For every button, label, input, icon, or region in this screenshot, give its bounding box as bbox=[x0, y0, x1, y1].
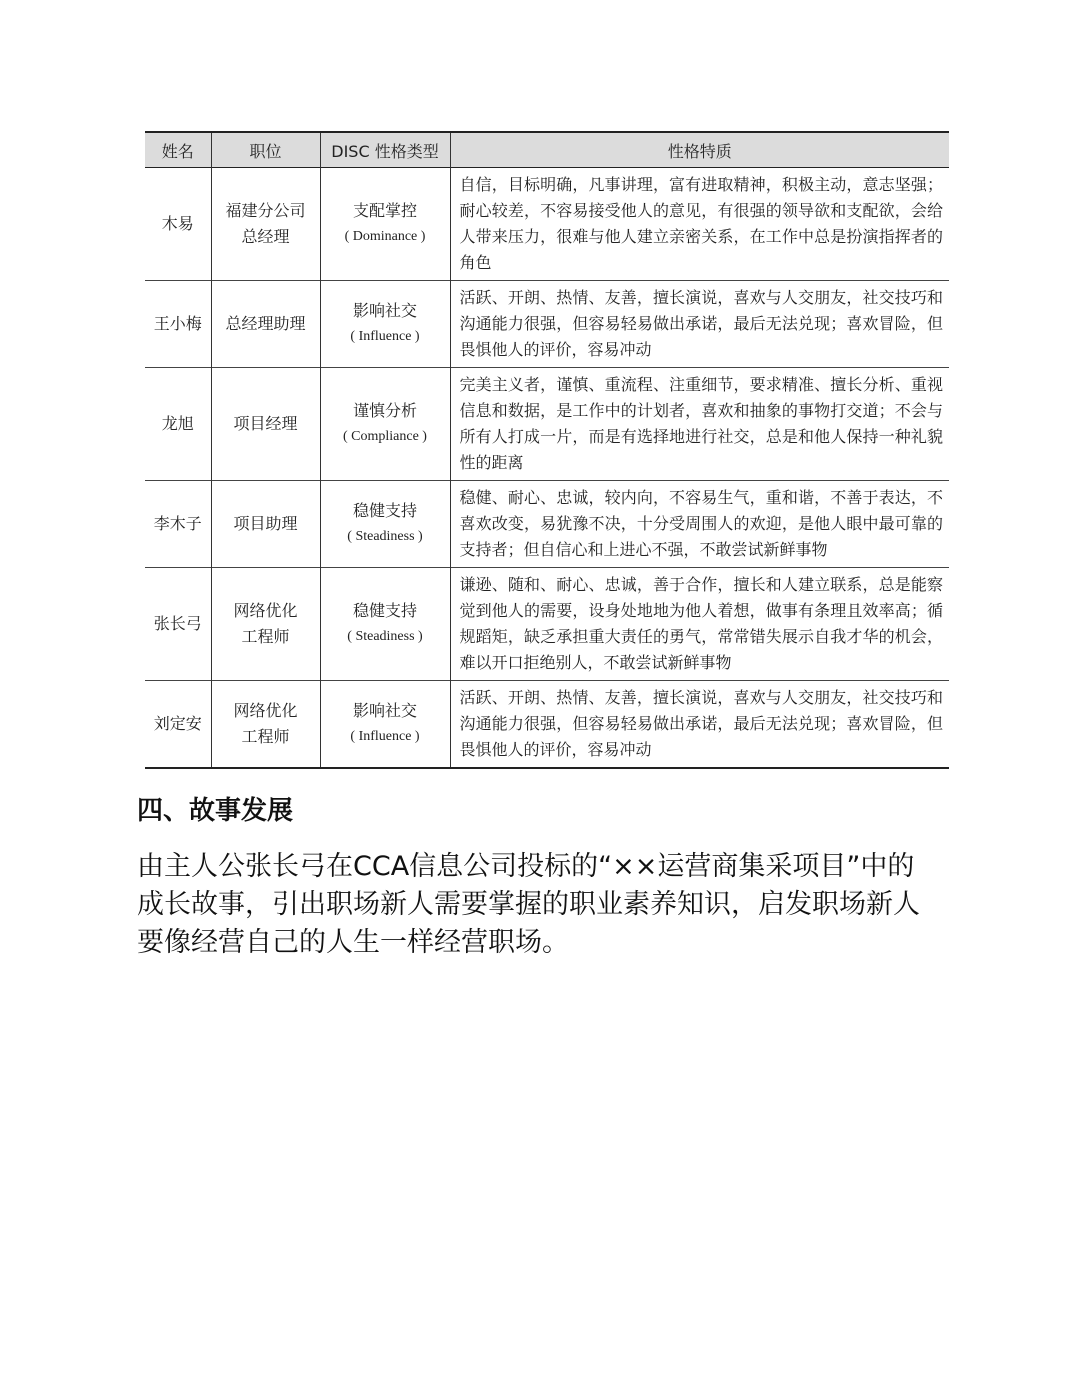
disc-type-cn: 影响社交 bbox=[352, 701, 417, 720]
disc-type-cn: 支配掌控 bbox=[352, 201, 417, 220]
disc-type-en: ( Dominance ) bbox=[344, 229, 426, 244]
cell-disc-type bbox=[320, 681, 450, 769]
cell-position bbox=[211, 681, 320, 769]
table-row bbox=[145, 368, 949, 481]
cell-disc-type bbox=[320, 481, 450, 568]
cell-name: 龙旭 bbox=[145, 368, 211, 481]
cell-disc-type bbox=[320, 168, 450, 281]
cell-traits: 活跃、开朗、热情、友善，擅长演说，喜欢与人交朋友，社交技巧和沟通能力很强，但容易轻易做出承诺，最后无法兑现；喜欢冒险，但畏惧他人的评价，容易冲动 bbox=[450, 281, 949, 368]
cell-position bbox=[211, 368, 320, 481]
disc-personality-table bbox=[145, 131, 949, 769]
table-header-row bbox=[145, 132, 949, 168]
disc-type-en: ( Influence ) bbox=[350, 729, 420, 744]
cell-disc-type bbox=[320, 568, 450, 681]
disc-type-en: ( Steadiness ) bbox=[347, 629, 423, 644]
disc-type-cn: 影响社交 bbox=[352, 301, 417, 320]
cell-traits: 稳健、耐心、忠诚，较内向，不容易生气，重和谐，不善于表达，不喜欢改变，易犹豫不决，十分受周围人的欢迎，是他人眼中最可靠的支持者；但自信心和上进心不强，不敢尝试新鲜事物 bbox=[450, 481, 949, 568]
table-row bbox=[145, 481, 949, 568]
cell-name: 张长弓 bbox=[145, 568, 211, 681]
disc-type-cn: 谨慎分析 bbox=[352, 401, 417, 420]
disc-type-cn: 稳健支持 bbox=[352, 601, 417, 620]
table-row bbox=[145, 168, 949, 281]
table-row bbox=[145, 281, 949, 368]
cell-position bbox=[211, 568, 320, 681]
cell-disc-type bbox=[320, 368, 450, 481]
header-name: 姓名 bbox=[145, 132, 211, 168]
cell-name: 木易 bbox=[145, 168, 211, 281]
section-heading: 四、故事发展 bbox=[137, 796, 294, 826]
cell-traits: 谦逊、随和、耐心、忠诚，善于合作，擅长和人建立联系，总是能察觉到他人的需要，设身处地地为他人着想，做事有条理且效率高；循规蹈矩，缺乏承担重大责任的勇气，常常错失展示自我才华的机会，难以开口拒绝别人，不敢尝试新鲜事物 bbox=[450, 568, 949, 681]
header-position: 职位 bbox=[211, 132, 320, 168]
cell-name: 李木子 bbox=[145, 481, 211, 568]
cell-position bbox=[211, 168, 320, 281]
section-body: 由主人公张长弓在CCA信息公司投标的“××运营商集采项目”中的成长故事，引出职场新人需要掌握的职业素养知识，启发职场新人要像经营自己的人生一样经营职场。 bbox=[137, 851, 920, 958]
cell-name: 刘定安 bbox=[145, 681, 211, 769]
position-line: 项目助理 bbox=[233, 514, 298, 533]
position-line: 工程师 bbox=[241, 727, 290, 746]
cell-traits: 自信，目标明确，凡事讲理，富有进取精神，积极主动，意志坚强；耐心较差，不容易接受他人的意见，有很强的领导欲和支配欲，会给人带来压力，很难与他人建立亲密关系，在工作中总是扮演指挥者的角色 bbox=[450, 168, 949, 281]
cell-disc-type bbox=[320, 281, 450, 368]
disc-type-cn: 稳健支持 bbox=[352, 501, 417, 520]
position-line: 总经理助理 bbox=[225, 314, 306, 333]
disc-type-en: ( Influence ) bbox=[350, 329, 420, 344]
position-line: 网络优化 bbox=[233, 701, 298, 720]
position-line: 工程师 bbox=[241, 627, 290, 646]
position-line: 网络优化 bbox=[233, 601, 298, 620]
cell-position bbox=[211, 281, 320, 368]
disc-type-en: ( Steadiness ) bbox=[347, 529, 423, 544]
cell-name: 王小梅 bbox=[145, 281, 211, 368]
position-line: 总经理 bbox=[241, 227, 290, 246]
header-traits: 性格特质 bbox=[450, 132, 949, 168]
cell-traits: 完美主义者，谨慎、重流程、注重细节，要求精准、擅长分析、重视信息和数据，是工作中的计划者，喜欢和抽象的事物打交道；不会与所有人打成一片，而是有选择地进行社交，总是和他人保持一种礼貌性的距离 bbox=[450, 368, 949, 481]
position-line: 项目经理 bbox=[233, 414, 298, 433]
disc-type-en: ( Compliance ) bbox=[343, 429, 427, 444]
position-line: 福建分公司 bbox=[225, 201, 306, 220]
cell-position bbox=[211, 481, 320, 568]
header-disc-type: DISC 性格类型 bbox=[320, 132, 450, 168]
table-row bbox=[145, 681, 949, 769]
table-row bbox=[145, 568, 949, 681]
cell-traits: 活跃、开朗、热情、友善，擅长演说，喜欢与人交朋友，社交技巧和沟通能力很强，但容易轻易做出承诺，最后无法兑现；喜欢冒险，但畏惧他人的评价，容易冲动 bbox=[450, 681, 949, 769]
